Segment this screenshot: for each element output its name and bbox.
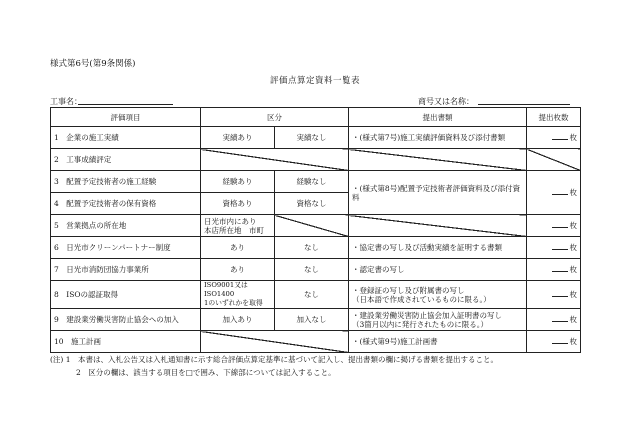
note-2: 2 区分の欄は、該当する項目を□で囲み、下線部については記入すること。 xyxy=(76,368,336,377)
count-cell[interactable]: 枚 xyxy=(527,309,581,331)
category-na-cell xyxy=(201,331,349,353)
count-cell[interactable]: 枚 xyxy=(527,215,581,237)
header-item: 評価項目 xyxy=(51,108,201,127)
count-cell[interactable]: 枚 xyxy=(527,259,581,281)
count-na-cell xyxy=(527,149,581,171)
item-cell: 1 企業の施工実績 xyxy=(51,127,201,149)
item-cell: 8 ISOの認証取得 xyxy=(51,281,201,309)
document-cell: ・建設業労働災害防止協会加入証明書の写し （3箇月以内に発行されたものに限る。） xyxy=(349,309,527,331)
table-row xyxy=(51,309,581,331)
header-category: 区分 xyxy=(201,108,349,127)
form-number: 様式第6号(第9条関係) xyxy=(50,59,136,69)
evaluation-table xyxy=(50,107,581,353)
item-cell: 10 施工計画 xyxy=(51,331,201,353)
table-row xyxy=(51,215,581,237)
work-name-field[interactable] xyxy=(78,104,173,105)
item-cell: 3 配置予定技術者の施工経験 xyxy=(51,171,201,193)
option-yes[interactable]: あり xyxy=(201,237,275,259)
notes xyxy=(50,353,498,379)
document-cell: ・(様式第7号)施工実績評価資料及び添付書類 xyxy=(349,127,527,149)
option-yes[interactable]: 経験あり xyxy=(201,171,275,193)
page-title: 評価点算定資料一覧表 xyxy=(269,76,360,86)
company-name-field[interactable] xyxy=(478,104,570,105)
option-no[interactable]: 実績なし xyxy=(275,127,349,149)
count-cell[interactable]: 枚 xyxy=(527,331,581,353)
work-name-label: 工事名： xyxy=(50,97,82,106)
table-row xyxy=(51,237,581,259)
option-na-cell xyxy=(275,215,349,237)
table-row xyxy=(51,331,581,353)
item-cell: 9 建設業労働災害防止協会への加入 xyxy=(51,309,201,331)
option-no[interactable]: なし xyxy=(275,281,349,309)
item-cell: 6 日光市クリーンパートナー制度 xyxy=(51,237,201,259)
document-cell: ・協定書の写し及び活動実績を証明する書類 xyxy=(349,237,527,259)
document-na-cell xyxy=(349,215,527,237)
option-location[interactable]: 日光市内にあり 本店所在地 市町 xyxy=(201,215,275,237)
header-document: 提出書類 xyxy=(349,108,527,127)
option-no[interactable]: 資格なし xyxy=(275,193,349,215)
item-cell: 5 営業拠点の所在地 xyxy=(51,215,201,237)
option-no[interactable]: なし xyxy=(275,259,349,281)
option-yes[interactable]: 実績あり xyxy=(201,127,275,149)
table-header-row xyxy=(51,108,581,127)
option-no[interactable]: 加入なし xyxy=(275,309,349,331)
table-row xyxy=(51,127,581,149)
option-yes[interactable]: あり xyxy=(201,259,275,281)
document-cell: ・(様式第9号)施工計画書 xyxy=(349,331,527,353)
document-na-cell xyxy=(349,149,527,171)
document-cell: ・(様式第8号)配置予定技術者評価資料及び添付資料 xyxy=(349,171,527,215)
company-name-label: 商号又は名称： xyxy=(418,97,474,106)
option-no[interactable]: なし xyxy=(275,237,349,259)
item-cell: 4 配置予定技術者の保有資格 xyxy=(51,193,201,215)
item-cell: 7 日光市消防団協力事業所 xyxy=(51,259,201,281)
option-yes[interactable]: 資格あり xyxy=(201,193,275,215)
count-cell[interactable]: 枚 xyxy=(527,237,581,259)
category-na-cell xyxy=(201,149,349,171)
note-1: (注) 1 本書は、入札公告又は入札通知書に示す総合評価点算定基準に基づいて記入し、提出書類の欄に掲げる書類を提出すること。 xyxy=(50,355,499,364)
count-cell[interactable]: 枚 xyxy=(527,281,581,309)
table-row xyxy=(51,171,581,193)
header-count: 提出枚数 xyxy=(527,108,581,127)
count-cell[interactable]: 枚 xyxy=(527,127,581,149)
table-row xyxy=(51,281,581,309)
document-cell: ・登録証の写し及び附属書の写し （日本語で作成されているものに限る。） xyxy=(349,281,527,309)
item-cell: 2 工事成績評定 xyxy=(51,149,201,171)
option-yes[interactable]: ISO9001又はISO1400 1のいずれかを取得 xyxy=(201,281,275,309)
count-cell[interactable]: 枚 xyxy=(527,171,581,215)
option-yes[interactable]: 加入あり xyxy=(201,309,275,331)
option-no[interactable]: 経験なし xyxy=(275,171,349,193)
table-row xyxy=(51,149,581,171)
table-row xyxy=(51,259,581,281)
document-cell: ・認定書の写し xyxy=(349,259,527,281)
